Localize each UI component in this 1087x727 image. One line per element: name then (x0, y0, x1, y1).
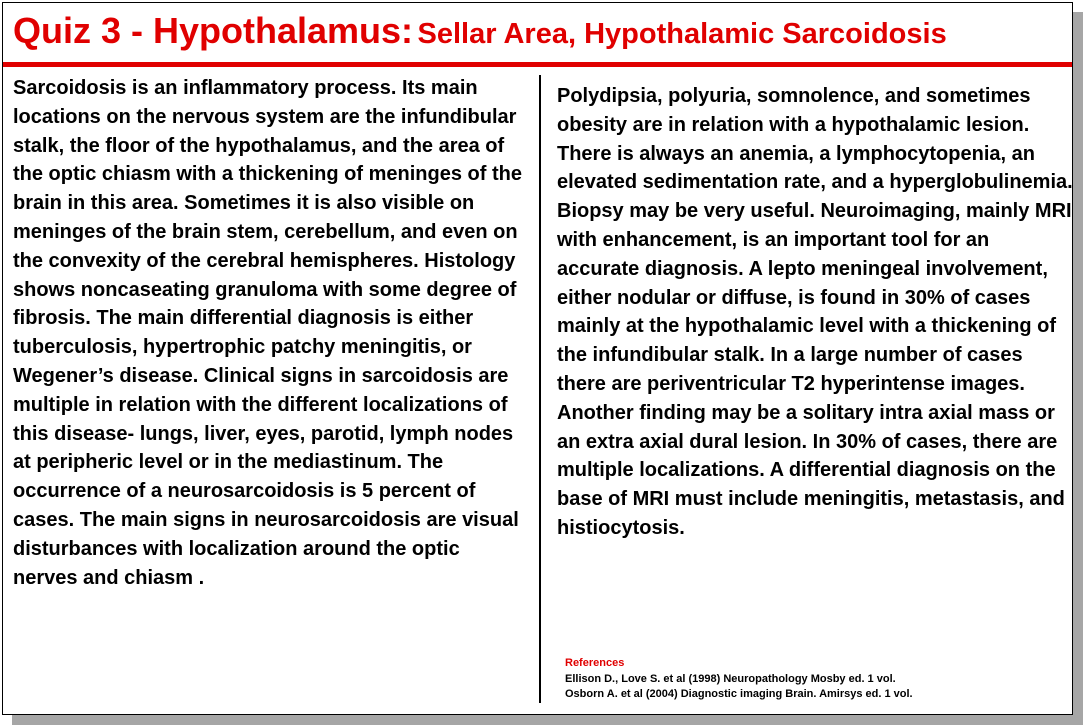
reference-item: Ellison D., Love S. et al (1998) Neuropathology Mosby ed. 1 vol. (565, 672, 896, 685)
title-main: Quiz 3 - Hypothalamus: (13, 10, 414, 51)
page-title (13, 10, 947, 51)
references (565, 656, 1065, 703)
title-underline (3, 62, 1072, 67)
right-column-text: Polydipsia, polyuria, somnolence, and sometimes obesity are in relation with a hypothalamic lesion. There is always an anemia, a lymphocytopenia, an elevated sedimentation rate, and a hyperglobulinemia. Biopsy may be very useful. Neuroimaging, mainly MRI with enhancement, is an important tool for an accurate diagnosis. A lepto meningeal involvement, either nodular or diffuse, is found in 30% of cases mainly at the hypothalamic level with a thickening of the infundibular stalk. In a large number of cases there are periventricular T2 hyperintense images. Another finding may be a solitary intra axial mass or an extra axial dural lesion. In 30% of cases, there are multiple localizations. A differential diagnosis on the base of MRI must include meningitis, metastasis, and histiocytosis. (557, 85, 1073, 539)
left-column-text: Sarcoidosis is an inflammatory process. Its main locations on the nervous system are the infundibular stalk, the floor of the hypothalamus, and the area of the optic chiasm with a thickening of meninges of the brain in this area. Sometimes it is also visible on meninges of the brain stem, cerebellum, and even on the convexity of the cerebral hemispheres. Histology shows noncaseating granuloma with some degree of fibrosis. The main differential diagnosis is either tuberculosis, hypertrophic patchy meningitis, or Wegener’s disease. Clinical signs in sarcoidosis are multiple in relation with the different localizations of this disease- lungs, liver, eyes, parotid, lymph nodes at peripheric level or in the mediastinum. The occurrence of a neurosarcoidosis is 5 percent of cases. The main signs in neurosarcoidosis are visual disturbances with localization around the optic nerves and chiasm . (13, 77, 522, 589)
reference-item: Osborn A. et al (2004) Diagnostic imaging Brain. Amirsys ed. 1 vol. (565, 688, 913, 700)
title-subtitle: Sellar Area, Hypothalamic Sarcoidosis (417, 18, 947, 50)
slide (2, 2, 1073, 715)
references-heading: References (565, 657, 625, 669)
column-divider (539, 75, 541, 703)
